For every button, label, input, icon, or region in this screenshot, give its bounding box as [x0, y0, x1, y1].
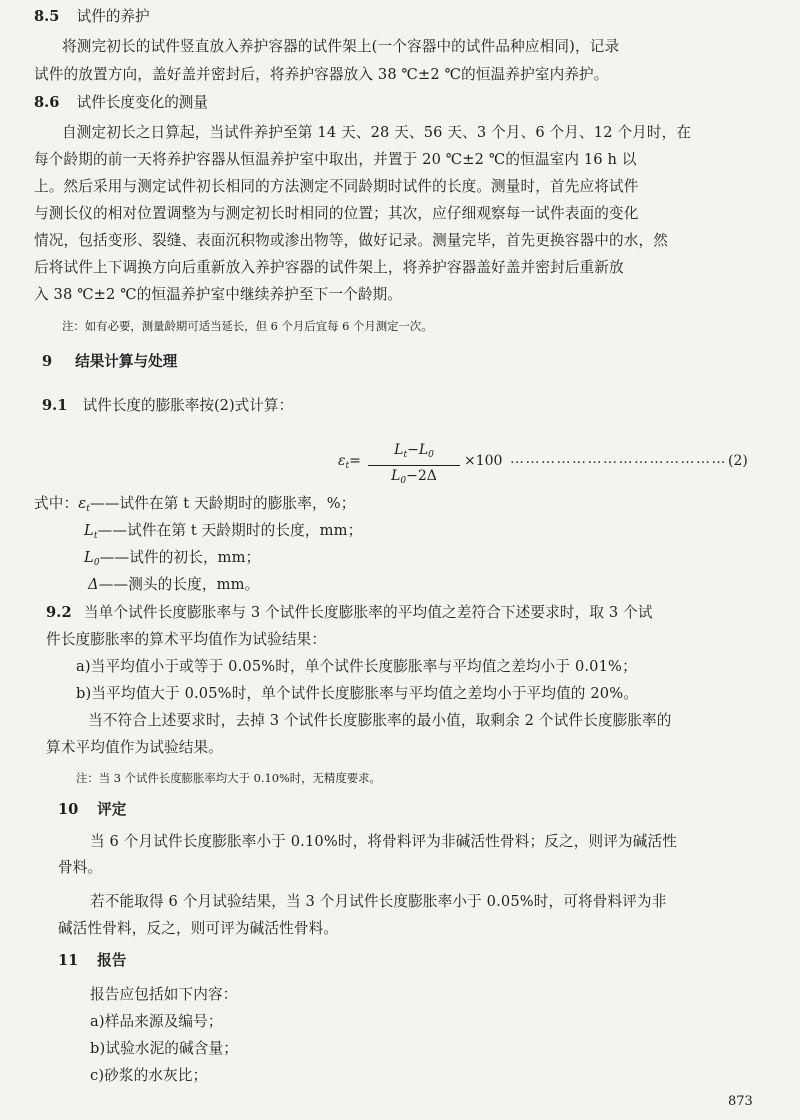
where-text: ——测头的长度，mm。 — [98, 576, 260, 593]
formula-operator: − — [407, 442, 419, 458]
where-symbol: Δ — [88, 576, 99, 593]
heading-number: 9.2 — [46, 604, 72, 621]
formula-symbol: ε — [338, 453, 346, 469]
heading-title: 试件长度变化的测量 — [76, 94, 208, 111]
formula-fraction — [368, 440, 460, 491]
heading-10 — [58, 800, 126, 820]
formula-multiplier: ×100 — [464, 453, 503, 469]
formula-leader-dots: …………………………………… — [510, 451, 727, 467]
list-item: a)样品来源及编号； — [90, 1013, 223, 1030]
paragraph-line: 若不能取得 6 个月试验结果，当 3 个月试件长度膨胀率小于 0.05%时，可将骨料评为非 — [90, 893, 667, 910]
list-item: c)砂浆的水灰比； — [90, 1067, 208, 1084]
heading-title: 评定 — [97, 801, 127, 818]
formula-symbol: L — [418, 442, 429, 458]
heading-8-6 — [34, 93, 208, 113]
where-item — [84, 521, 362, 546]
heading-11 — [58, 951, 126, 971]
where-intro: 式中： — [34, 495, 79, 512]
list-item: b)当平均值大于 0.05%时，单个试件长度膨胀率与平均值之差均小于平均值的 20%。 — [76, 685, 638, 702]
list-item: a)当平均值小于或等于 0.05%时，单个试件长度膨胀率与平均值之差均小于 0.01%； — [76, 658, 637, 675]
where-symbol: L — [84, 549, 94, 566]
paragraph-line: 件长度膨胀率的算术平均值作为试验结果： — [46, 631, 327, 648]
note: 注：如有必要，测量龄期可适当延长，但 6 个月后宜每 6 个月测定一次。 — [62, 319, 433, 333]
where-text: ——试件在第 t 天龄期时的长度，mm； — [97, 522, 363, 539]
paragraph-line: 报告应包括如下内容： — [90, 986, 238, 1003]
heading-title: 试件的养护 — [76, 8, 150, 25]
where-item — [84, 548, 260, 573]
heading-number: 8.6 — [34, 94, 60, 111]
formula-symbol: L — [394, 442, 404, 458]
paragraph-line: 将测完初长的试件竖直放入养护容器的试件架上(一个容器中的试件品种应相同)，记录 — [62, 38, 620, 55]
paragraph-line: 与测长仪的相对位置调整为与测定初长时相同的位置；其次，应仔细观察每一试件表面的变化 — [34, 205, 639, 222]
where-subscript: t — [93, 531, 98, 541]
formula-subscript: t — [403, 450, 408, 460]
paragraph-line: 算术平均值作为试验结果。 — [46, 739, 223, 756]
paragraph-line: 后将试件上下调换方向后重新放入养护容器的试件架上，将养护容器盖好盖并密封后重新放 — [34, 259, 624, 276]
formula-denominator — [368, 466, 460, 491]
where-symbol: ε — [78, 495, 87, 512]
heading-title: 试件长度的膨胀率按(2)式计算： — [82, 397, 294, 414]
heading-number: 11 — [58, 952, 79, 969]
heading-number: 9 — [42, 353, 53, 370]
page-number: 873 — [728, 1094, 753, 1109]
formula-symbol: L — [391, 468, 401, 484]
heading-number: 9.1 — [42, 397, 68, 414]
formula-operator: −2Δ — [406, 468, 437, 484]
heading-9 — [42, 352, 177, 372]
paragraph-line: 骨料。 — [58, 859, 103, 876]
paragraph-text: 当单个试件长度膨胀率与 3 个试件长度膨胀率的平均值之差符合下述要求时，取 3 个试 — [83, 604, 653, 621]
heading-number: 10 — [58, 801, 79, 818]
paragraph-line: 上。然后采用与测定试件初长相同的方法测定不同龄期时试件的长度。测量时，首先应将试件 — [34, 178, 639, 195]
paragraph-line: 入 38 ℃±2 ℃的恒温养护室中继续养护至下一个龄期。 — [34, 286, 403, 303]
where-item — [34, 494, 356, 519]
where-text: ——试件的初长，mm； — [99, 549, 261, 566]
formula-subscript: 0 — [428, 450, 434, 460]
heading-9-1 — [42, 396, 293, 416]
formula-subscript: 0 — [400, 476, 407, 486]
paragraph-line: 自测定初长之日算起，当试件养护至第 14 天、28 天、56 天、3 个月、6 个月、12 个月时，在 — [62, 124, 692, 141]
where-item — [88, 575, 259, 595]
paragraph-line: 当 6 个月试件长度膨胀率小于 0.10%时，将骨料评为非碱活性骨料；反之，则评为碱活性 — [90, 833, 677, 850]
paragraph-line — [46, 603, 653, 623]
paragraph-line: 情况，包括变形、裂缝、表面沉积物或渗出物等，做好记录。测量完毕，首先更换容器中的水，然 — [34, 232, 668, 249]
where-text: ——试件在第 t 天龄期时的膨胀率，%； — [90, 495, 356, 512]
note: 注：当 3 个试件长度膨胀率均大于 0.10%时，无精度要求。 — [76, 771, 381, 785]
expansion-formula — [338, 440, 768, 486]
paragraph-line: 当不符合上述要求时，去掉 3 个试件长度膨胀率的最小值，取剩余 2 个试件长度膨胀率的 — [88, 712, 672, 729]
heading-8-5 — [34, 7, 150, 27]
formula-numerator — [368, 440, 460, 465]
where-subscript: t — [86, 504, 90, 514]
heading-title: 结果计算与处理 — [75, 353, 178, 370]
paragraph-line: 试件的放置方向，盖好盖并密封后，将养护容器放入 38 ℃±2 ℃的恒温养护室内养护。 — [34, 66, 609, 83]
where-subscript: 0 — [93, 558, 100, 568]
heading-title: 报告 — [97, 952, 127, 969]
equation-number: (2) — [728, 453, 748, 469]
paragraph-line: 碱活性骨料，反之，则可评为碱活性骨料。 — [58, 920, 339, 937]
list-item: b)试验水泥的碱含量； — [90, 1040, 239, 1057]
formula-subscript: t — [345, 461, 350, 471]
paragraph-line: 每个龄期的前一天将养护容器从恒温养护室中取出，并置于 20 ℃±2 ℃的恒温室内 16 h 以 — [34, 151, 637, 168]
formula-equals: = — [349, 453, 361, 469]
formula-lhs — [338, 453, 361, 471]
heading-number: 8.5 — [34, 8, 60, 25]
where-symbol: L — [84, 522, 94, 539]
